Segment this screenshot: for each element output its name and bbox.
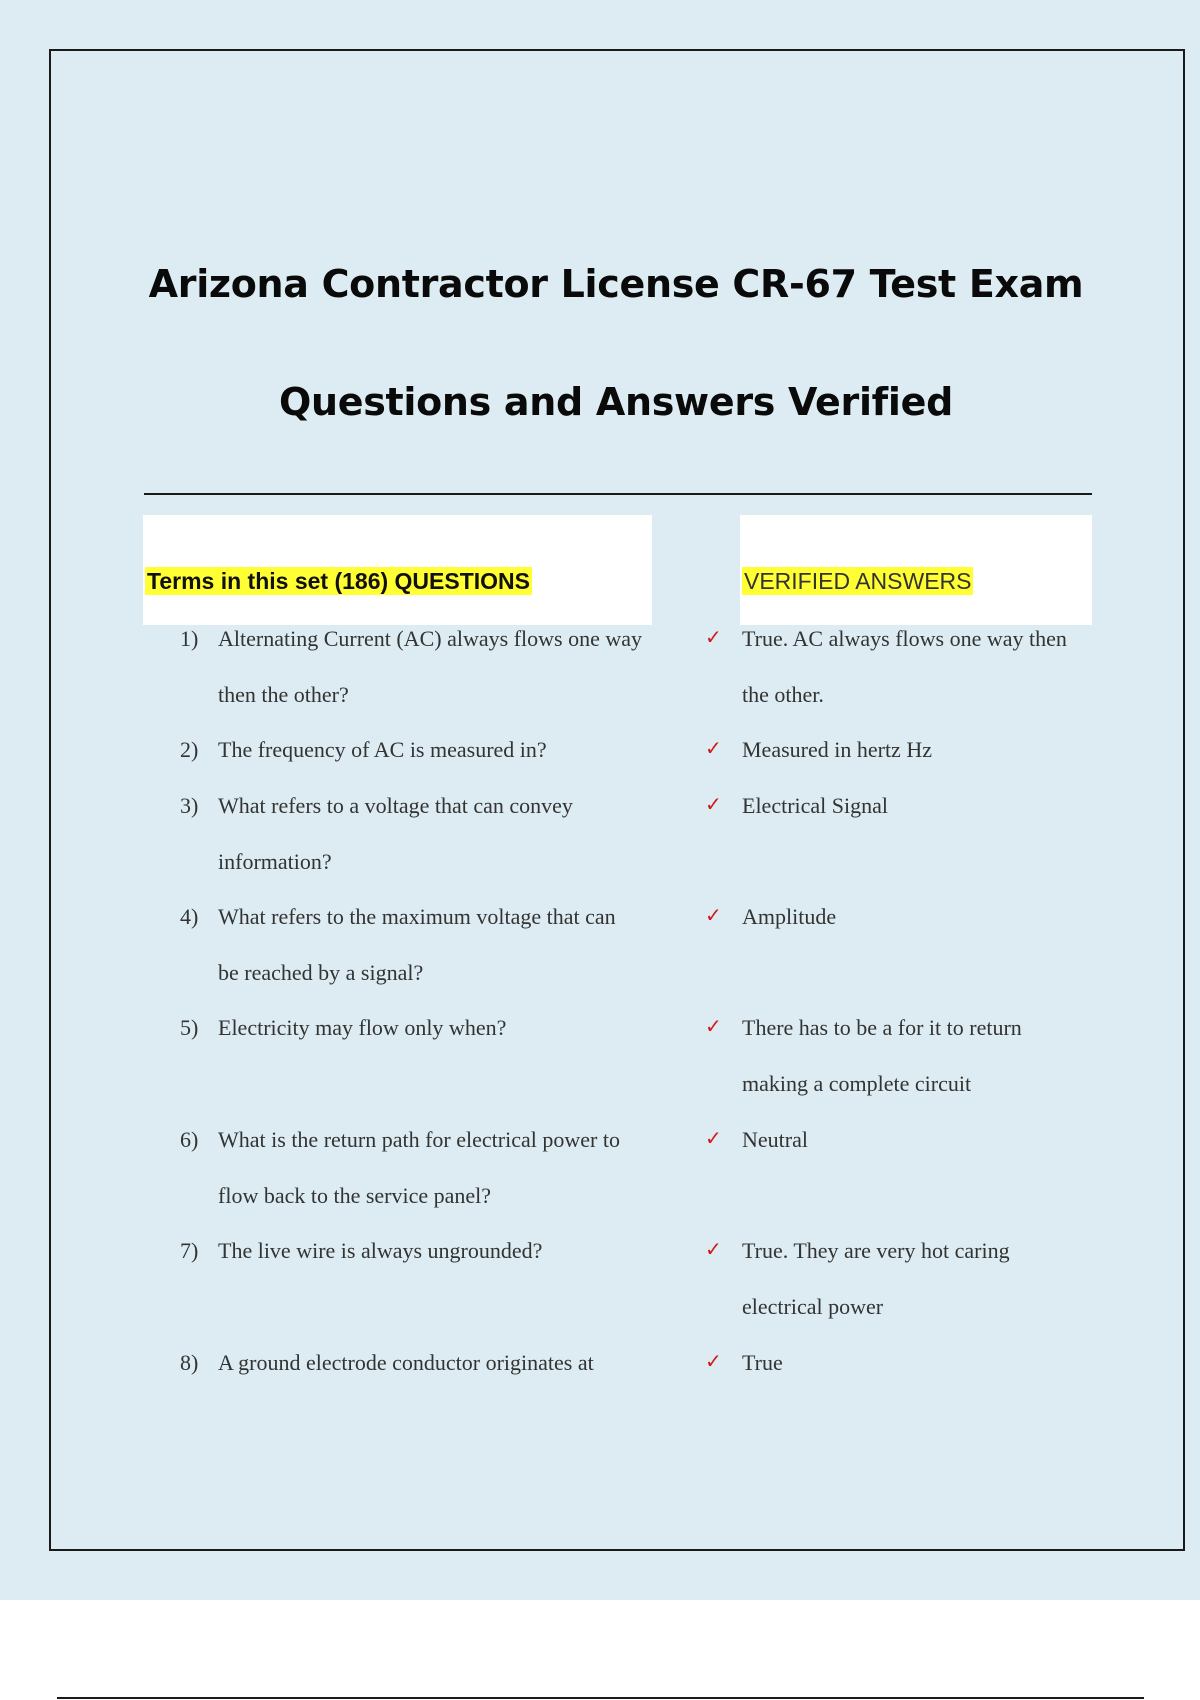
check-icon: ✓ — [705, 903, 722, 927]
check-icon: ✓ — [705, 1014, 722, 1038]
question-number: 5) — [180, 1015, 199, 1040]
question-number: 6) — [180, 1127, 199, 1152]
answer-text: True — [742, 1350, 783, 1375]
document-title-line-1: Arizona Contractor License CR-67 Test Exam — [148, 262, 1084, 306]
question-number: 2) — [180, 737, 199, 762]
question-text: Alternating Current (AC) always flows one way then the other? — [218, 626, 643, 707]
check-icon: ✓ — [705, 1126, 722, 1150]
question-number: 4) — [180, 904, 199, 929]
question-number: 7) — [180, 1238, 199, 1263]
document-title-line-2: Questions and Answers Verified — [278, 380, 954, 424]
check-icon: ✓ — [705, 736, 722, 760]
footer-divider — [57, 1697, 1144, 1699]
question-text: What refers to the maximum voltage that can be reached by a signal? — [218, 904, 616, 985]
answer-text: True. AC always flows one way then the other. — [742, 626, 1067, 707]
questions-header: Terms in this set (186) QUESTIONS — [147, 568, 531, 594]
answer-text: True. They are very hot caring electrical power — [742, 1238, 1010, 1319]
answers-header: VERIFIED ANSWERS — [744, 568, 972, 594]
check-icon: ✓ — [705, 1237, 722, 1261]
answer-text: Neutral — [742, 1127, 808, 1152]
check-icon: ✓ — [705, 792, 722, 816]
check-icon: ✓ — [705, 1349, 722, 1373]
question-text: The frequency of AC is measured in? — [218, 737, 547, 762]
question-text: The live wire is always ungrounded? — [218, 1238, 543, 1263]
question-text: A ground electrode conductor originates at — [218, 1350, 594, 1375]
question-number: 8) — [180, 1350, 199, 1375]
answer-text: Amplitude — [742, 904, 837, 929]
answer-text: There has to be a for it to return making a complete circuit — [742, 1015, 1022, 1096]
question-text: What refers to a voltage that can convey information? — [218, 793, 573, 874]
check-icon: ✓ — [705, 625, 722, 649]
question-text: Electricity may flow only when? — [218, 1015, 507, 1040]
question-number: 3) — [180, 793, 199, 818]
answer-text: Electrical Signal — [742, 793, 888, 818]
question-number: 1) — [180, 626, 199, 651]
title-divider — [144, 493, 1092, 495]
question-text: What is the return path for electrical power to flow back to the service panel? — [218, 1127, 620, 1208]
answer-text: Measured in hertz Hz — [742, 737, 932, 762]
